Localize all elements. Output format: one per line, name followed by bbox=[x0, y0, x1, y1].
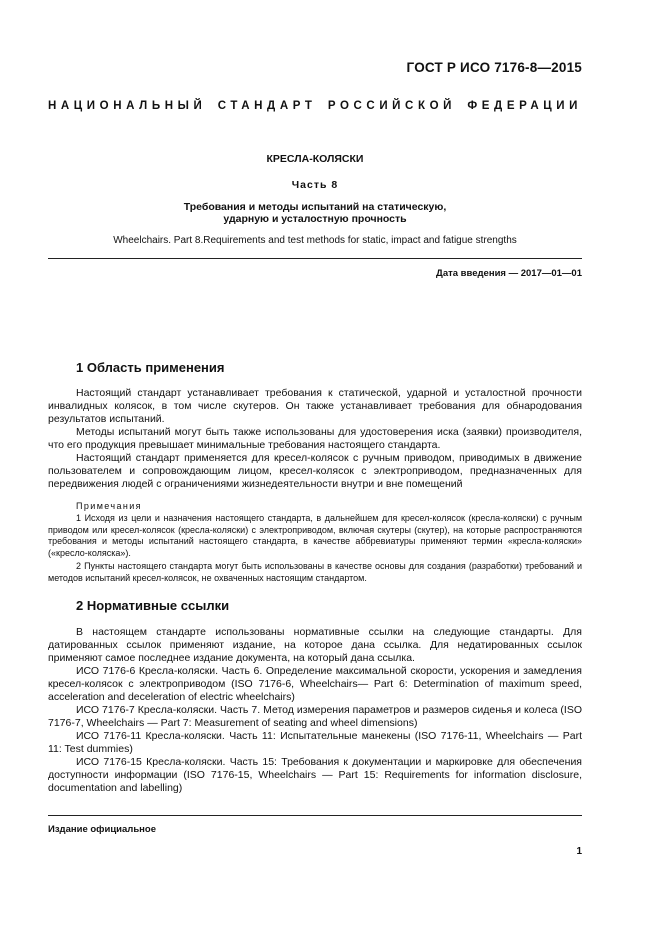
official-edition-label: Издание официальное bbox=[48, 824, 156, 835]
section-1-paragraph-1: Настоящий стандарт устанавливает требования к статической, ударной и усталостной прочности инвалидных колясок, в том числе скутеров. Он также устанавливает требования для обнародования результатов испытаний. bbox=[48, 387, 582, 425]
english-title: Wheelchairs. Part 8.Requirements and test methods for static, impact and fatigue strengths bbox=[113, 235, 517, 246]
subtitle-line-1: Требования и методы испытаний на статическую, bbox=[183, 201, 447, 213]
notes-heading: Примечания bbox=[76, 501, 142, 511]
reference-iso-7176-11: ИСО 7176-11 Кресла-коляски. Часть 11: Испытательные манекены (ISO 7176-11, Wheelchairs — Part 11: Test dummies) bbox=[48, 730, 582, 755]
document-subtitle bbox=[48, 201, 582, 225]
section-1-paragraph-3: Настоящий стандарт применяется для кресел-колясок с ручным приводом, приводимых в движение пользователем и сопровождающим лицом, кресел-колясок с электроприводом, предназначенных для передвижения людей с ограничениями жизнедеятельности внутри и вне помещений bbox=[48, 452, 582, 490]
section-1-paragraph-2: Методы испытаний могут быть также использованы для удостоверения иска (заявки) производителя, что его продукция превышает минимальные требования настоящего стандарта. bbox=[48, 426, 582, 451]
document-title: КРЕСЛА-КОЛЯСКИ bbox=[266, 153, 364, 165]
intro-date: Дата введения — 2017—01—01 bbox=[436, 268, 582, 279]
subtitle-line-2: ударную и усталостную прочность bbox=[223, 213, 407, 225]
reference-iso-7176-15: ИСО 7176-15 Кресла-коляски. Часть 15: Требования к документации и маркировке для обеспечения доступности информации (ISO 7176-15, Wheelchairs — Part 15: Requirements for information disclosure, documentation and labelling) bbox=[48, 756, 582, 794]
reference-iso-7176-6: ИСО 7176-6 Кресла-коляски. Часть 6. Определение максимальной скорости, ускорения и замедления кресел-колясок с электроприводом (ISO 7176-6, Wheelchairs— Part 6: Determination of maximum speed, acceleration and deceleration of electric wheelchairs) bbox=[48, 665, 582, 703]
national-standard-banner: НАЦИОНАЛЬНЫЙ СТАНДАРТ РОССИЙСКОЙ ФЕДЕРАЦИИ bbox=[48, 100, 582, 112]
title-divider bbox=[48, 258, 582, 259]
page-number: 1 bbox=[576, 846, 582, 857]
note-1: 1 Исходя из цели и назначения настоящего стандарта, в дальнейшем для кресел-колясок (кресла-коляски) с ручным приводом или кресел-колясок (кресла-коляски) с электроприводом, включая скутеры (скутер), на которые распространяются требования и методы испытаний настоящего стандарта, в качестве аббревиатуры применяют термин «кресла-коляски» («кресло-коляска»). bbox=[48, 513, 582, 558]
section-2-paragraph-1: В настоящем стандарте использованы нормативные ссылки на следующие стандарты. Для датированных ссылок применяют издание, на которое дана ссылка. Для недатированных ссылок применяют самое последнее издание документа, на который дана ссылка. bbox=[48, 626, 582, 664]
footer-divider bbox=[48, 815, 582, 816]
note-2: 2 Пункты настоящего стандарта могут быть использованы в качестве основы для создания (разработки) требований и методов испытаний кресел-колясок, не охваченных настоящим стандартом. bbox=[48, 561, 582, 583]
section-1-heading: 1 Область применения bbox=[76, 360, 225, 375]
standard-id: ГОСТ Р ИСО 7176-8—2015 bbox=[406, 60, 582, 75]
document-part: Часть 8 bbox=[291, 179, 339, 191]
section-2-heading: 2 Нормативные ссылки bbox=[76, 598, 230, 613]
reference-iso-7176-7: ИСО 7176-7 Кресла-коляски. Часть 7. Метод измерения параметров и размеров сиденья и колеса (ISO 7176-7, Wheelchairs — Part 7: Measurement of seating and wheel dimensions) bbox=[48, 704, 582, 729]
